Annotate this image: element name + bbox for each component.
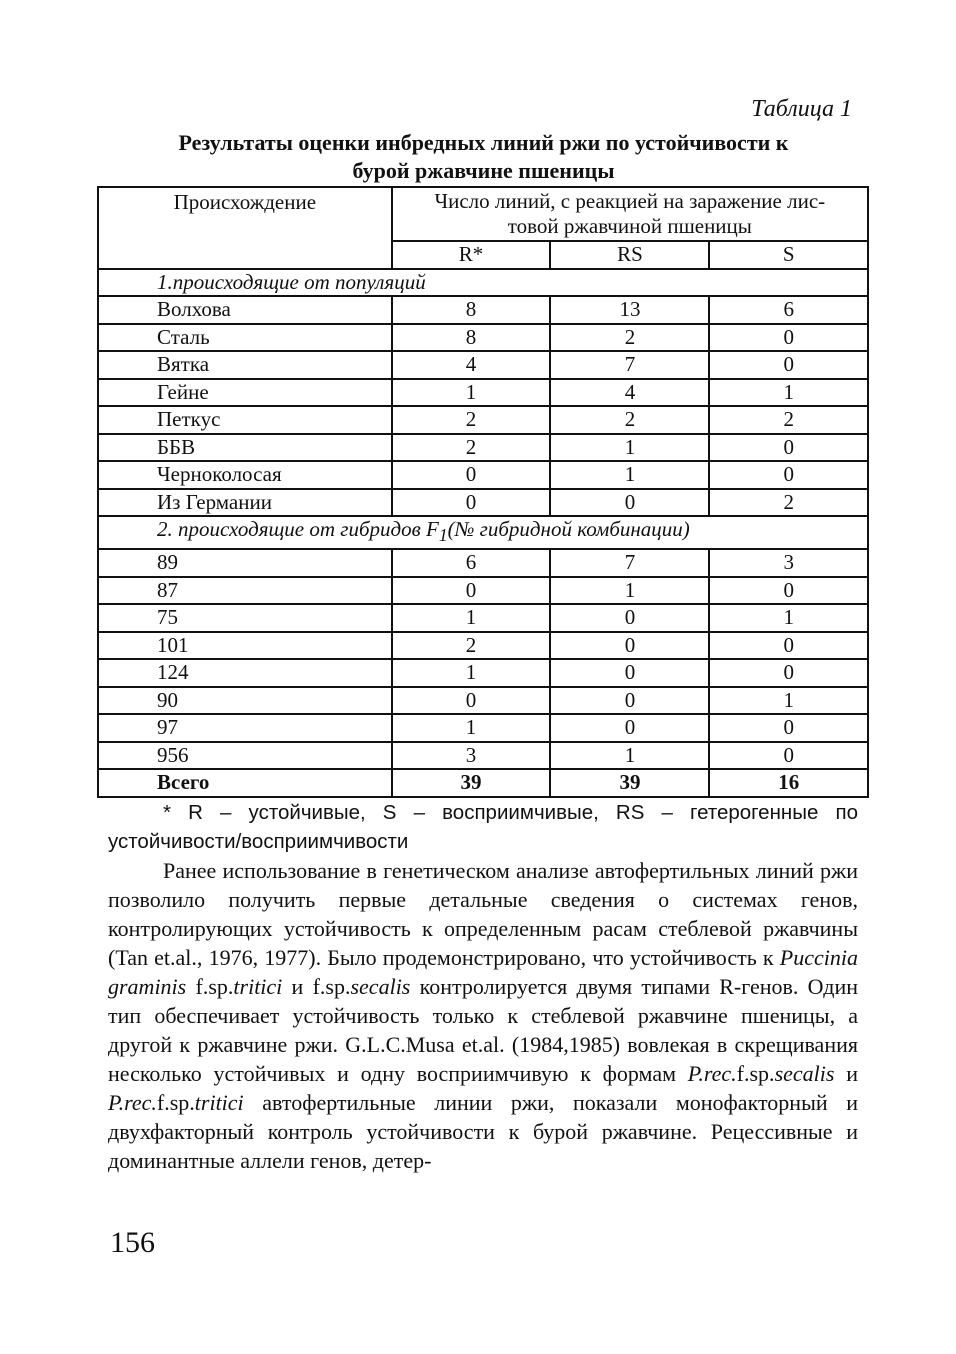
row-origin: Из Германии	[98, 489, 392, 517]
italic-run: P.rec.	[108, 1090, 157, 1115]
table-row	[98, 379, 868, 407]
text-run: контролируется двумя типами R-генов. Один тип обеспечивает устойчивость только к стеблевой ржавчине пшеницы, а другой к ржавчине ржи. G.L.C.Musa et.al. (1984,1985) вовлекая в скрещивания несколько устойчивых и одну восприимчивую к формам	[108, 974, 859, 1086]
table-row	[98, 659, 868, 687]
italic-run: secalis	[774, 1061, 835, 1086]
table-title-line1: Результаты оценки инбредных линий ржи по устойчивости к	[178, 130, 789, 155]
row-rs: 1	[550, 742, 709, 770]
row-origin: Петкус	[98, 406, 392, 434]
header-group-line2: товой ржавчиной пшеницы	[507, 214, 752, 238]
row-origin: Вятка	[98, 351, 392, 379]
row-r: 3	[392, 742, 551, 770]
text-run: и f.sp.	[282, 974, 351, 999]
row-origin: 90	[98, 687, 392, 715]
row-r: 8	[392, 324, 551, 352]
row-origin: 87	[98, 577, 392, 605]
row-s: 1	[709, 379, 868, 407]
results-table	[97, 186, 869, 798]
row-origin: 956	[98, 742, 392, 770]
header-row	[98, 187, 868, 241]
header-col-rs: RS	[550, 241, 709, 269]
text-run: автофертильные линии ржи, показали монофакторный и двухфакторный контроль устойчивости к бурой ржавчине. Рецессивные и доминантные аллели генов, детер-	[108, 1090, 858, 1173]
row-s: 0	[709, 461, 868, 489]
italic-run: Puccinia graminis	[108, 945, 858, 999]
row-rs: 0	[550, 714, 709, 742]
total-label: Всего	[98, 769, 392, 797]
row-s: 0	[709, 324, 868, 352]
row-origin: 101	[98, 632, 392, 660]
section1-row	[98, 269, 868, 297]
italic-run: tritici	[194, 1090, 244, 1115]
row-rs: 7	[550, 351, 709, 379]
italic-run: secalis	[350, 974, 411, 999]
table-row	[98, 489, 868, 517]
row-rs: 0	[550, 687, 709, 715]
table-row	[98, 549, 868, 577]
table-row	[98, 406, 868, 434]
row-rs: 1	[550, 577, 709, 605]
row-s: 0	[709, 577, 868, 605]
table-number: Таблица 1	[751, 96, 852, 122]
row-origin: Сталь	[98, 324, 392, 352]
table-row	[98, 632, 868, 660]
header-group-line1: Число линий, с реакцией на заражение лис-	[434, 189, 826, 213]
row-r: 8	[392, 296, 551, 324]
table-row	[98, 714, 868, 742]
row-rs: 0	[550, 659, 709, 687]
table-row	[98, 324, 868, 352]
row-origin: Волхова	[98, 296, 392, 324]
section2-sub: 1	[438, 525, 448, 546]
row-s: 0	[709, 659, 868, 687]
total-rs: 39	[550, 769, 709, 797]
table-row	[98, 296, 868, 324]
section2-prefix: 2. происходящие от гибридов F	[157, 517, 439, 541]
section2-label	[98, 516, 868, 549]
section2-suffix: (№ гибридной комбинации)	[447, 517, 690, 541]
table-title-line2: бурой ржавчине пшеницы	[352, 158, 615, 183]
row-s: 0	[709, 714, 868, 742]
row-r: 1	[392, 604, 551, 632]
body-paragraph	[108, 856, 858, 1175]
italic-run: tritici	[233, 974, 283, 999]
total-r: 39	[392, 769, 551, 797]
table-row	[98, 742, 868, 770]
header-col-s: S	[709, 241, 868, 269]
row-origin: 97	[98, 714, 392, 742]
text-run: f.sp.	[156, 1090, 195, 1115]
text-run: f.sp.	[186, 974, 234, 999]
row-s: 3	[709, 549, 868, 577]
table-title	[96, 129, 871, 185]
section1-label: 1.происходящие от популяций	[98, 269, 868, 297]
row-origin: 75	[98, 604, 392, 632]
table-row	[98, 604, 868, 632]
row-r: 0	[392, 687, 551, 715]
row-r: 2	[392, 406, 551, 434]
row-rs: 0	[550, 489, 709, 517]
table-row	[98, 434, 868, 462]
row-r: 1	[392, 379, 551, 407]
table-row	[98, 351, 868, 379]
row-s: 6	[709, 296, 868, 324]
text-run: f.sp.	[736, 1061, 775, 1086]
row-s: 0	[709, 434, 868, 462]
row-r: 4	[392, 351, 551, 379]
row-rs: 13	[550, 296, 709, 324]
table-row	[98, 577, 868, 605]
header-group	[392, 187, 868, 241]
header-origin: Происхождение	[98, 187, 392, 269]
row-s: 0	[709, 351, 868, 379]
total-s: 16	[709, 769, 868, 797]
row-s: 2	[709, 489, 868, 517]
row-rs: 1	[550, 461, 709, 489]
row-origin: 89	[98, 549, 392, 577]
row-rs: 2	[550, 406, 709, 434]
row-s: 1	[709, 687, 868, 715]
row-r: 1	[392, 659, 551, 687]
row-r: 6	[392, 549, 551, 577]
header-col-r: R*	[392, 241, 551, 269]
page-number: 156	[110, 1226, 155, 1259]
row-origin: 124	[98, 659, 392, 687]
row-rs: 4	[550, 379, 709, 407]
text-run: Ранее использование в генетическом анализе автофертильных линий ржи позволило получить первые детальные сведения о системах генов, контролирующих устойчивость к определенным расам стеблевой ржавчины (Tan et.al., 1976, 1977). Было продемонстрировано, что устойчивость к	[108, 858, 858, 970]
row-r: 2	[392, 434, 551, 462]
total-row	[98, 769, 868, 797]
row-r: 1	[392, 714, 551, 742]
section2-row	[98, 516, 868, 549]
row-r: 0	[392, 461, 551, 489]
table-row	[98, 687, 868, 715]
row-r: 0	[392, 489, 551, 517]
row-s: 1	[709, 604, 868, 632]
row-rs: 0	[550, 632, 709, 660]
row-s: 2	[709, 406, 868, 434]
row-origin: ББВ	[98, 434, 392, 462]
row-rs: 2	[550, 324, 709, 352]
text-run: и	[834, 1061, 858, 1086]
row-origin: Гейне	[98, 379, 392, 407]
row-s: 0	[709, 742, 868, 770]
row-rs: 7	[550, 549, 709, 577]
row-s: 0	[709, 632, 868, 660]
row-rs: 1	[550, 434, 709, 462]
italic-run: P.rec.	[687, 1061, 737, 1086]
row-r: 0	[392, 577, 551, 605]
table-row	[98, 461, 868, 489]
row-rs: 0	[550, 604, 709, 632]
table-footnote: * R – устойчивые, S – восприимчивые, RS – гетерогенные по устойчивости/восприимчивости	[108, 801, 858, 853]
row-r: 2	[392, 632, 551, 660]
row-origin: Черноколосая	[98, 461, 392, 489]
